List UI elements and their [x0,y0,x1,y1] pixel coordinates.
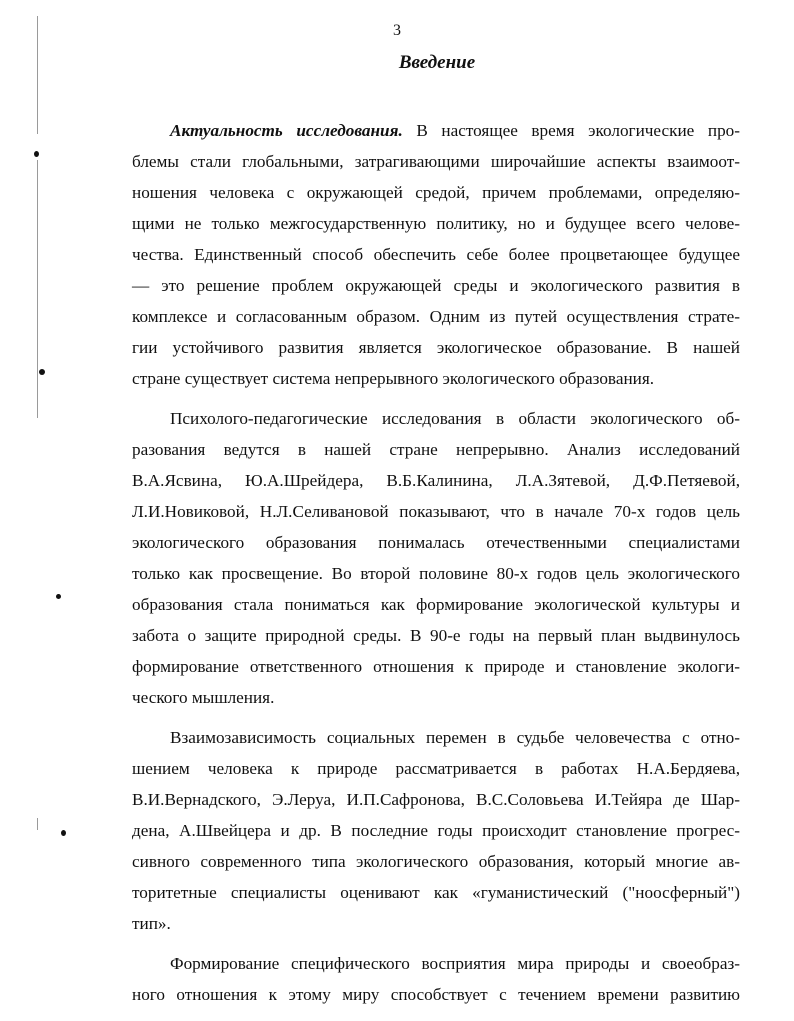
text-line: экологического образования понималась отечественными специалистами [132,533,740,552]
text-line: шением человека к природе рассматривается в работах Н.А.Бердяева, [132,759,740,778]
text-line: Формирование специфического восприятия мира природы и своеобраз- [170,954,740,973]
text-line: чества. Единственный способ обеспечить себе более процветающее будущее [132,245,740,264]
scan-mark [61,830,66,836]
scan-mark [56,594,61,599]
text-line: блемы стали глобальными, затрагивающими широчайшие аспекты взаимоот- [132,152,740,171]
text-line: дена, А.Швейцера и др. В последние годы происходит становление прогрес- [132,821,740,840]
text-line: торитетные специалисты оценивают как «гуманистический ("ноосферный") [132,883,740,902]
text-line: — это решение проблем окружающей среды и экологического развития в [132,276,740,295]
scan-mark [39,369,45,375]
text-line: Взаимозависимость социальных перемен в судьбе человечества с отно- [170,728,740,747]
text-line: ческого мышления. [132,688,275,707]
body-text [132,115,740,1010]
text-line: комплексе и согласованным образом. Одним из путей осуществления страте- [132,307,740,326]
text-line: ношения человека с окружающей средой, причем проблемами, определяю- [132,183,740,202]
text-line: сивного современного типа экологического образования, который многие ав- [132,852,740,871]
scan-mark [34,151,39,157]
text-line: щими не только межгосударственную политику, но и будущее всего челове- [132,214,740,233]
text-line: формирование ответственного отношения к природе и становление экологи- [132,657,740,676]
text-line: ного отношения к этому миру способствует с течением времени развитию [132,985,740,1004]
paragraph [132,403,740,713]
text-line: только как просвещение. Во второй половине 80-х годов цель экологического [132,564,740,583]
paragraph [132,948,740,1010]
text-line: В.И.Вернадского, Э.Леруа, И.П.Сафронова, В.С.Соловьева И.Тейяра де Шар- [132,790,740,809]
paragraph [132,115,740,394]
paragraph [132,722,740,939]
text-line: стране существует система непрерывного экологического образования. [132,369,655,388]
lead-phrase: Актуальность исследования. [170,121,403,140]
text-line: Психолого-педагогические исследования в области экологического об- [170,409,740,428]
text-line: забота о защите природной среды. В 90-е годы на первый план выдвинулось [132,626,740,645]
margin-line [37,818,38,830]
text-line: Актуальность исследования. В настоящее время экологические про- [170,121,740,140]
text-line: Л.И.Новиковой, Н.Л.Селивановой показывают, что в начале 70-х годов цель [132,502,740,521]
page-title: Введение [398,52,476,73]
text-line: разования ведутся в нашей стране непрерывно. Анализ исследований [132,440,740,459]
text-line: В.А.Ясвина, Ю.А.Шрейдера, В.Б.Калинина, Л.А.Зятевой, Д.Ф.Петяевой, [132,471,740,490]
page-number: 3 [393,22,401,39]
margin-line [37,160,38,418]
text-line: образования стала пониматься как формирование экологической культуры и [132,595,740,614]
text-line: тип». [132,914,171,933]
text-line: гии устойчивого развития является экологическое образование. В нашей [132,338,740,357]
